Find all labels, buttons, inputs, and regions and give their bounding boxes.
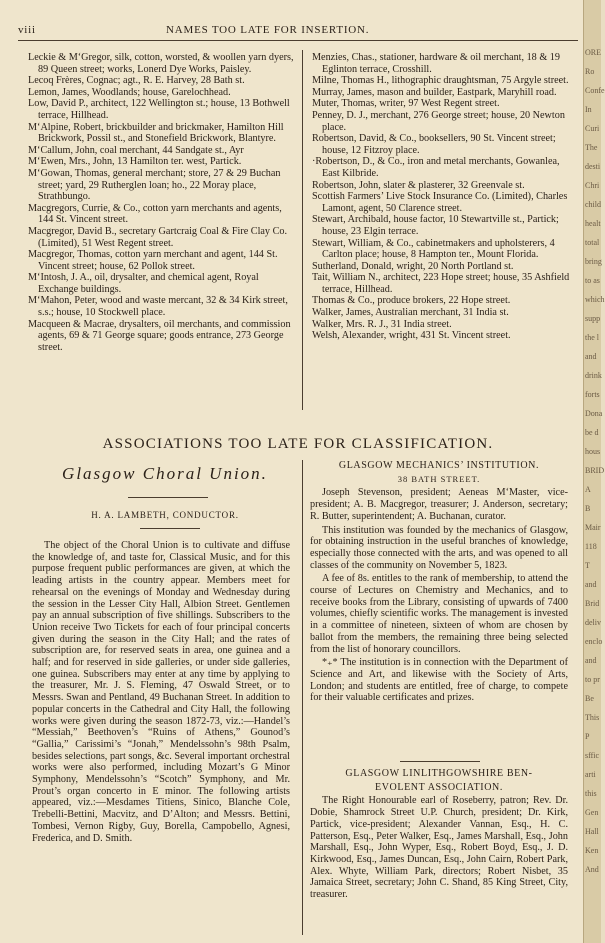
edge-fragment: Be	[585, 694, 594, 703]
name-entry: M‘Ewen, Mrs., John, 13 Hamilton ter. west, Partick.	[28, 156, 242, 168]
edge-fragment: this	[585, 789, 597, 798]
name-entry: Robertson, David, & Co., booksellers, 90 St. Vincent street; house, 12 Fitzroy place.	[312, 133, 556, 156]
edge-fragment: supp	[585, 314, 601, 323]
edge-fragment: to as	[585, 276, 600, 285]
name-entry: Robertson, John, slater & plasterer, 32 Greenvale st.	[312, 179, 525, 191]
edge-fragment: Gen	[585, 808, 599, 817]
name-entry: M‘Gowan, Thomas, general merchant; store, 27 & 29 Buchan street; yard, 29 Rutherglen loan; ho., 22 Moray place, Strathbungo.	[28, 167, 281, 203]
mechanics-title: GLASGOW MECHANICS’ INSTITUTION.	[338, 460, 540, 471]
name-entry: Tait, William N., architect, 223 Hope street; house, 35 Ashfield terrace, Hillhead.	[312, 272, 570, 295]
edge-fragment: Chri	[585, 181, 600, 190]
mechanics-section	[310, 460, 568, 706]
edge-fragment: child	[585, 200, 601, 209]
linlithgow-title-line-2: EVOLENT ASSOCIATION.	[375, 781, 503, 793]
names-list-left	[28, 52, 296, 353]
name-entry: ·Robertson, D., & Co., iron and metal merchants, Gowanlea, East Kilbride.	[312, 156, 560, 179]
name-entry: Lecoq Frères, Cognac; agt., R. E. Harvey, 28 Bath st.	[28, 75, 245, 87]
mechanics-paragraph-2: A fee of 8s. entitles to the rank of membership, to attend the course of Lectures on Chemistry and Mechanics, and to receive books from the Library, consisting of upwards of 7400 volumes, chiefly scientific works. The management is invested in a committee of nineteen, sixteen of whom are chosen by ballot from the members, the remaining three being selected from the list of honorary councillors.	[310, 573, 568, 655]
name-entry: Thomas & Co., produce brokers, 22 Hope street.	[312, 295, 511, 307]
choral-conductor: H. A. LAMBETH, CONDUCTOR.	[91, 510, 239, 520]
name-entry: Welsh, Alexander, wright, 431 St. Vincent street.	[312, 330, 511, 342]
edge-fragment: Ken	[585, 846, 599, 855]
section-rule	[400, 761, 480, 762]
name-entry: Sutherland, Donald, wright, 20 North Portland st.	[312, 260, 514, 272]
header-rule	[18, 40, 578, 41]
mechanics-paragraph-3: *₊* The institution is in connection with the Department of Science and Art, and likewise with the Society of Arts, London; and students are entitled, free of charge, to compete for their valuable certificates and prizes.	[310, 657, 568, 704]
name-entry: M‘Alpine, Robert, brickbuilder and brickmaker, Hamilton Hill Brickwork, Possil st., and Stonefield Brickwork, Blantyre.	[28, 121, 284, 145]
name-entry: Murray, James, mason and builder, Eastpark, Maryhill road.	[312, 86, 557, 98]
edge-fragment: 118	[585, 542, 597, 551]
conductor-rule	[140, 528, 200, 529]
edge-fragment: Confe	[585, 86, 605, 95]
name-entry: Walker, James, Australian merchant, 31 India st.	[312, 307, 509, 319]
edge-fragment: desti	[585, 162, 601, 171]
edge-fragment: and	[585, 580, 597, 589]
edge-fragment: hous	[585, 447, 601, 456]
name-entry: Penney, D. J., merchant, 276 George street; house, 20 Newton place.	[312, 109, 565, 133]
edge-fragment: to pr	[585, 675, 600, 684]
name-entry: Menzies, Chas., stationer, hardware & oil merchant, 18 & 19 Eglinton terrace, Crosshill.	[312, 52, 560, 75]
edge-fragment: forts	[585, 390, 600, 399]
edge-fragment: deliv	[585, 618, 601, 627]
adjacent-page-edge	[583, 0, 605, 943]
name-entry: Macgregors, Currie, & Co., cotton yarn merchants and agents, 144 St. Vincent street.	[28, 202, 282, 226]
edge-fragment: T	[585, 561, 590, 570]
edge-fragment: The	[585, 143, 598, 152]
page-number: viii	[18, 24, 36, 36]
page-title: NAMES TOO LATE FOR INSERTION.	[166, 24, 370, 36]
mechanics-officers: Joseph Stevenson, president; Aeneas M‘Master, vice-president; A. B. Macgregor, treasurer; J. Anderson, secretary; R. Butter, superintendent; A. Buchanan, curator.	[310, 487, 568, 522]
edge-fragment: BRID	[585, 466, 605, 475]
linlithgow-section	[310, 768, 568, 903]
name-entry: Leckie & M‘Gregor, silk, cotton, worsted, & woollen yarn dyers, 89 Queen street; works, Lonerd Dye Works, Paisley.	[28, 52, 294, 75]
name-entry: Stewart, William, & Co., cabinetmakers and upholsterers, 4 Carlton place; house, 8 Hampton ter., Mount Florida.	[312, 237, 555, 261]
linlithgow-body: The Right Honourable earl of Roseberry, patron; Rev. Dr. Dobie, Shamrock Street U.P. Church, president; Dr. Kirk, Partick, vice-president; Alexander Vannan, Esq., H. C. Patterson, Esq., Peter Walker, Esq., James Marshall, Esq., John Marshall, Esq., John Wyper, Esq., Robert Boyd, Esq., J. D. Kirkwood, Esq., James Duncan, Esq., John Cairn, Robert Park, Alex. Whyte, William Park, directors; Robert Nisbet, 35 Jamaica Street, secretary; John C. Shand, 85 King Street, City, treasurer.	[310, 795, 568, 901]
associations-heading: ASSOCIATIONS TOO LATE FOR CLASSIFICATION.	[102, 436, 494, 452]
edge-fragment: and	[585, 352, 597, 361]
edge-fragment: arti	[585, 770, 596, 779]
mechanics-address: 38 BATH STREET.	[397, 473, 481, 484]
edge-fragment: Dona	[585, 409, 603, 418]
edge-fragment: enclo	[585, 637, 603, 646]
names-list-right	[312, 52, 574, 342]
choral-union-title: Glasgow Choral Union.	[62, 464, 268, 483]
edge-fragment: A	[585, 485, 591, 494]
edge-fragment: which	[585, 295, 605, 304]
linlithgow-title-line-1: GLASGOW LINLITHGOWSHIRE BEN-	[345, 768, 533, 779]
name-entry: Stewart, Archibald, house factor, 10 Stewartville st., Partick; house, 23 Elgin terrace.	[312, 214, 559, 237]
edge-fragment: the l	[585, 333, 599, 342]
edge-fragment: ORE	[585, 48, 601, 57]
edge-fragment: Hall	[585, 827, 599, 836]
name-entry: Lemon, James, Woodlands; house, Garelochhead.	[28, 86, 231, 98]
name-entry: Walker, Mrs. R. J., 31 India street.	[312, 318, 452, 330]
name-entry: Low, David P., architect, 122 Wellington st.; house, 13 Bothwell terrace, Hillhead.	[28, 98, 290, 121]
edge-fragment: drink	[585, 371, 602, 380]
column-divider	[302, 50, 303, 410]
name-entry: M‘Callum, John, coal merchant, 44 Sandgate st., Ayr	[28, 144, 244, 156]
mechanics-paragraph-1: This institution was founded by the mechanics of Glasgow, for obtaining instruction in the useful branches of knowledge, especially those connected with the arts, and was opened to all classes of the community on November 5, 1823.	[310, 524, 568, 571]
edge-fragment: total	[585, 238, 600, 247]
edge-fragment: Mair	[585, 523, 601, 532]
name-entry: M‘Mahon, Peter, wood and waste mercant, 32 & 34 Kirk street, s.s.; house, 10 Stockwell place.	[28, 295, 288, 319]
edge-fragment: be d	[585, 428, 599, 437]
name-entry: Milne, Thomas H., lithographic draughtsman, 75 Argyle street.	[312, 75, 569, 87]
page-header	[18, 24, 578, 38]
edge-fragment: sffic	[585, 751, 600, 760]
name-entry: M‘Intosh, J. A., oil, drysalter, and chemical agent, Royal Exchange buildings.	[28, 272, 259, 295]
choral-paragraph: The object of the Choral Union is to cultivate and diffuse the knowledge of, and taste for, Classical Music, and for this purpose frequent public performances are given, at which the leading artists in the country appear. Members meet for rehearsal on the evenings of Monday and Wednesday during the session in the Lesser City Hall, Albion Street. Gentlemen pay an annual subscription of five shillings. Subscribers to the Union receive Two Tickets for each of four principal concerts given during the season in the City Hall; and the rates of subscription are, for reserved seats in area, one guinea and a half; and for reserved in side galleries, or under side galleries, one guinea. Subscribers may enter at any time by applying to the treasurer, Mr. J. S. Fleming, 47 Oswald Street, or to Messrs. Swan and Pentland, 49 Buchanan Street. In addition to popular concerts in the Cathedral and City Hall, the following works were given during the season 1872-73, viz.:—Handel’s “Messiah,” Beethoven’s “Ruins of Athens,” Gounod’s “Gallia,” Carissimi’s “Jonah,” Mendelssohn’s 98th Psalm, besides selections, part songs, &c. Several important orchestral works were also performed, including Mozart’s G Minor Symphony, Mendelssohn’s “Scotch” Symphony, and Mr. Prout’s organ concerto in E minor. The following artists appeared, viz.:—Mesdames Titiens, Sinico, Blanche Cole, Trebelli-Bettini, Macvitz, and D’Alton; and Messrs. Bettini, Tombesi, Vernon Rigby, Guy, Borella, Campobello, Agnesi, Frederica, and D. Smith.	[32, 540, 290, 844]
choral-union-body	[32, 540, 290, 846]
section-divider	[302, 460, 303, 935]
edge-fragment: P	[585, 732, 590, 741]
edge-fragment: B	[585, 504, 591, 513]
edge-fragment: and	[585, 656, 597, 665]
name-entry: Scottish Farmers’ Live Stock Insurance Co. (Limited), Charles Lamont, agent, 50 Clarence street.	[312, 191, 568, 214]
edge-fragment: healt	[585, 219, 601, 228]
edge-fragment: This	[585, 713, 600, 722]
edge-fragment: Brid	[585, 599, 600, 608]
edge-fragment: bring	[585, 257, 602, 266]
title-rule	[128, 497, 208, 498]
edge-fragment: And	[585, 865, 599, 874]
name-entry: Macqueen & Macrae, drysalters, oil merchants, and commission agents, 69 & 71 George square; goods entrance, 273 George street.	[28, 318, 291, 353]
edge-fragment: Ro	[585, 67, 595, 76]
name-entry: Macgregor, Thomas, cotton yarn merchant and agent, 144 St. Vincent street; house, 62 Pollok street.	[28, 249, 278, 272]
edge-fragment: Curi	[585, 124, 600, 133]
name-entry: Muter, Thomas, writer, 97 West Regent street.	[312, 98, 500, 110]
edge-fragment: In	[585, 105, 592, 114]
name-entry: Macgregor, David B., secretary Gartcraig Coal & Fire Clay Co. (Limited), 51 West Regent street.	[28, 225, 288, 249]
